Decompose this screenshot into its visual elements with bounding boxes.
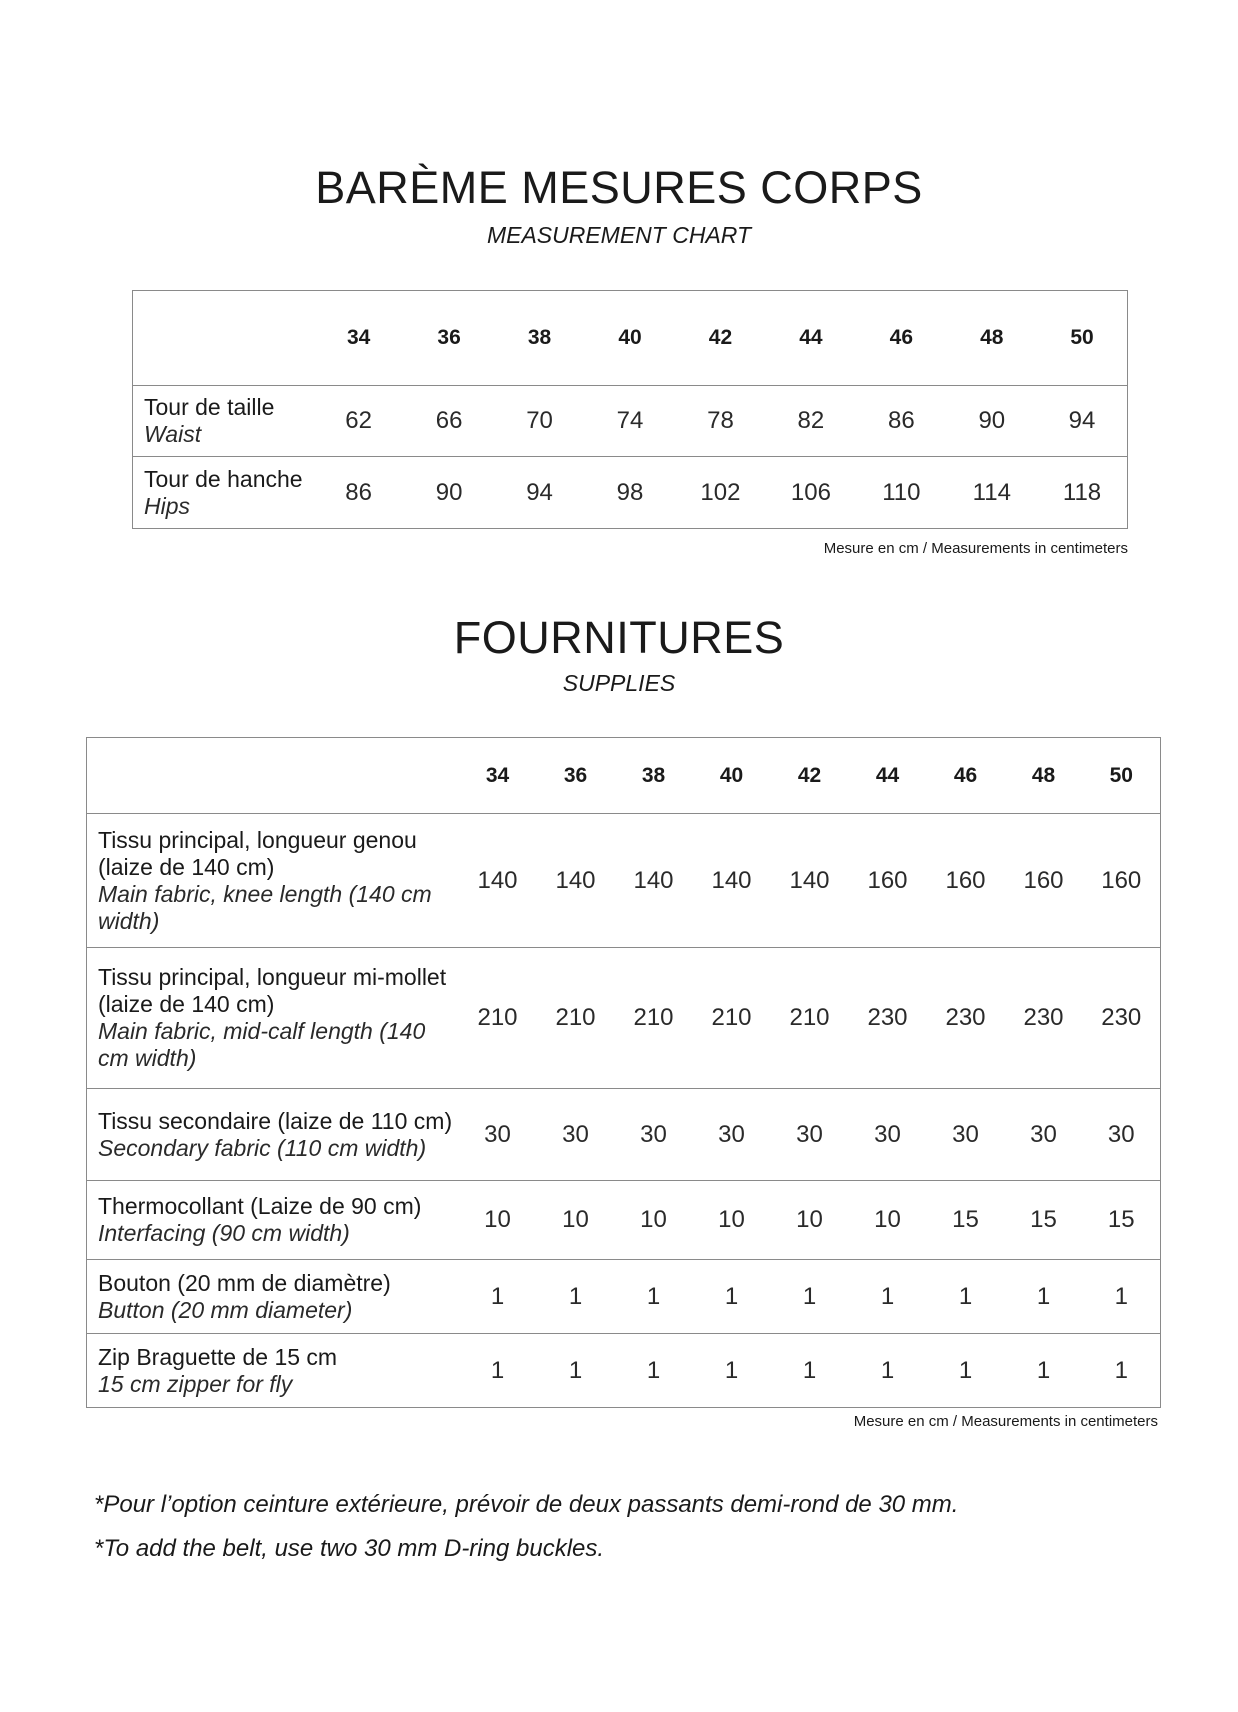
cell-value: 1 — [693, 1334, 771, 1408]
size-header: 42 — [797, 763, 822, 787]
measurement-title: BARÈME MESURES CORPS — [315, 162, 923, 213]
size-header: 40 — [719, 763, 744, 787]
cell-value: 90 — [947, 386, 1037, 457]
cell-value: 210 — [693, 948, 771, 1089]
label-fr: Tissu principal, longueur mi-mollet (laize de 140 cm) — [98, 964, 447, 1017]
cell-value: 1 — [771, 1334, 849, 1408]
supplies-unit-note: Mesure en cm / Measurements in centimeters — [853, 1413, 1158, 1430]
label-en: Main fabric, mid-calf length (140 cm width) — [98, 1018, 426, 1071]
row-label — [87, 814, 459, 948]
table-row-secondary-fabric — [87, 1089, 1161, 1181]
table-row-waist — [133, 386, 1128, 457]
cell-value: 1 — [771, 1260, 849, 1334]
supplies-header-row — [87, 738, 1161, 814]
cell-value: 1 — [693, 1260, 771, 1334]
label-en: Waist — [144, 421, 202, 447]
cell-value: 210 — [615, 948, 693, 1089]
row-label — [87, 1181, 459, 1260]
label-en: Secondary fabric (110 cm width) — [98, 1134, 427, 1161]
label-fr: Bouton (20 mm de diamètre) — [98, 1269, 391, 1296]
cell-value: 1 — [849, 1334, 927, 1408]
supplies-subtitle: SUPPLIES — [562, 670, 676, 696]
measurement-header-row — [133, 291, 1128, 386]
label-fr: Zip Braguette de 15 cm — [98, 1343, 338, 1370]
label-fr: Tissu secondaire (laize de 110 cm) — [98, 1107, 453, 1134]
table-row-hips — [133, 457, 1128, 529]
cell-value: 1 — [1005, 1334, 1083, 1408]
table-row-interfacing — [87, 1181, 1161, 1260]
size-header: 40 — [618, 326, 642, 349]
table-row-main-fabric-knee — [87, 814, 1161, 948]
cell-value: 30 — [693, 1089, 771, 1181]
row-label — [87, 1089, 459, 1181]
label-en: Main fabric, knee length (140 cm width) — [98, 880, 432, 934]
size-header: 50 — [1070, 326, 1094, 349]
cell-value: 140 — [693, 814, 771, 948]
cell-value: 1 — [615, 1334, 693, 1408]
cell-value: 1 — [537, 1334, 615, 1408]
cell-value: 30 — [1005, 1089, 1083, 1181]
footnote-en: *To add the belt, use two 30 mm D-ring buckles. — [94, 1535, 605, 1562]
cell-value: 10 — [693, 1181, 771, 1260]
cell-value: 30 — [927, 1089, 1005, 1181]
table-row-zipper — [87, 1334, 1161, 1408]
cell-value: 15 — [927, 1181, 1005, 1260]
label-fr: Tissu principal, longueur genou (laize de 140 cm) — [98, 826, 417, 880]
header-corner — [133, 291, 314, 386]
size-header: 46 — [889, 326, 914, 349]
row-label — [133, 457, 314, 529]
cell-value: 160 — [1005, 814, 1083, 948]
cell-value: 210 — [459, 948, 537, 1089]
size-header: 42 — [708, 326, 733, 349]
cell-value: 86 — [313, 457, 403, 529]
cell-value: 70 — [494, 386, 584, 457]
cell-value: 1 — [1083, 1260, 1161, 1334]
header-corner — [87, 738, 459, 814]
cell-value: 230 — [1083, 948, 1161, 1089]
cell-value: 1 — [849, 1260, 927, 1334]
cell-value: 230 — [927, 948, 1005, 1089]
footnote-fr: *Pour l’option ceinture extérieure, prévoir de deux passants demi-rond de 30 mm. — [94, 1491, 959, 1518]
cell-value: 10 — [771, 1181, 849, 1260]
size-header: 48 — [980, 326, 1004, 349]
cell-value: 30 — [1083, 1089, 1161, 1181]
size-header: 44 — [799, 326, 823, 349]
size-header: 46 — [953, 763, 978, 787]
cell-value: 1 — [537, 1260, 615, 1334]
cell-value: 30 — [771, 1089, 849, 1181]
size-header: 36 — [437, 326, 461, 349]
cell-value: 15 — [1083, 1181, 1161, 1260]
cell-value: 210 — [771, 948, 849, 1089]
cell-value: 66 — [404, 386, 494, 457]
cell-value: 140 — [771, 814, 849, 948]
cell-value: 10 — [459, 1181, 537, 1260]
cell-value: 1 — [1005, 1260, 1083, 1334]
table-row-button — [87, 1260, 1161, 1334]
measurement-table — [132, 290, 1128, 529]
cell-value: 1 — [1083, 1334, 1161, 1408]
size-header: 38 — [641, 763, 666, 787]
cell-value: 78 — [675, 386, 765, 457]
table-row-main-fabric-midcalf — [87, 948, 1161, 1089]
cell-value: 160 — [849, 814, 927, 948]
cell-value: 210 — [537, 948, 615, 1089]
measurement-subtitle: MEASUREMENT CHART — [486, 222, 752, 248]
size-header: 34 — [485, 763, 510, 787]
cell-value: 114 — [947, 457, 1037, 529]
cell-value: 10 — [537, 1181, 615, 1260]
cell-value: 160 — [927, 814, 1005, 948]
cell-value: 30 — [459, 1089, 537, 1181]
cell-value: 82 — [766, 386, 856, 457]
cell-value: 15 — [1005, 1181, 1083, 1260]
cell-value: 94 — [494, 457, 584, 529]
cell-value: 86 — [856, 386, 946, 457]
size-header: 38 — [527, 326, 552, 349]
cell-value: 98 — [585, 457, 675, 529]
supplies-title: FOURNITURES — [453, 612, 785, 663]
cell-value: 106 — [766, 457, 856, 529]
supplies-table — [86, 737, 1161, 1408]
measurement-unit-note: Mesure en cm / Measurements in centimeters — [823, 540, 1128, 557]
cell-value: 118 — [1037, 457, 1127, 529]
label-fr: Tour de hanche — [144, 465, 303, 492]
label-en: Interfacing (90 cm width) — [98, 1220, 350, 1246]
cell-value: 1 — [615, 1260, 693, 1334]
size-header: 44 — [875, 763, 900, 787]
size-header: 36 — [563, 763, 588, 787]
cell-value: 30 — [615, 1089, 693, 1181]
cell-value: 90 — [404, 457, 494, 529]
cell-value: 140 — [615, 814, 693, 948]
cell-value: 140 — [459, 814, 537, 948]
row-label — [87, 1260, 459, 1334]
label-fr: Tour de taille — [144, 394, 275, 420]
cell-value: 160 — [1083, 814, 1161, 948]
size-header: 34 — [346, 326, 371, 349]
cell-value: 74 — [585, 386, 675, 457]
label-en: Button (20 mm diameter) — [98, 1296, 353, 1323]
row-label — [87, 1334, 459, 1408]
cell-value: 230 — [1005, 948, 1083, 1089]
cell-value: 102 — [675, 457, 765, 529]
size-header: 48 — [1031, 763, 1056, 787]
cell-value: 30 — [849, 1089, 927, 1181]
cell-value: 1 — [927, 1260, 1005, 1334]
label-fr: Thermocollant (Laize de 90 cm) — [98, 1193, 422, 1219]
cell-value: 140 — [537, 814, 615, 948]
size-header: 50 — [1109, 763, 1133, 787]
cell-value: 10 — [849, 1181, 927, 1260]
cell-value: 1 — [459, 1334, 537, 1408]
cell-value: 10 — [615, 1181, 693, 1260]
cell-value: 1 — [459, 1260, 537, 1334]
row-label — [133, 386, 314, 457]
cell-value: 1 — [927, 1334, 1005, 1408]
label-en: Hips — [144, 492, 191, 519]
label-en: 15 cm zipper for fly — [98, 1370, 293, 1397]
cell-value: 110 — [856, 457, 946, 529]
cell-value: 230 — [849, 948, 927, 1089]
cell-value: 94 — [1037, 386, 1127, 457]
row-label — [87, 948, 459, 1089]
cell-value: 62 — [313, 386, 403, 457]
cell-value: 30 — [537, 1089, 615, 1181]
